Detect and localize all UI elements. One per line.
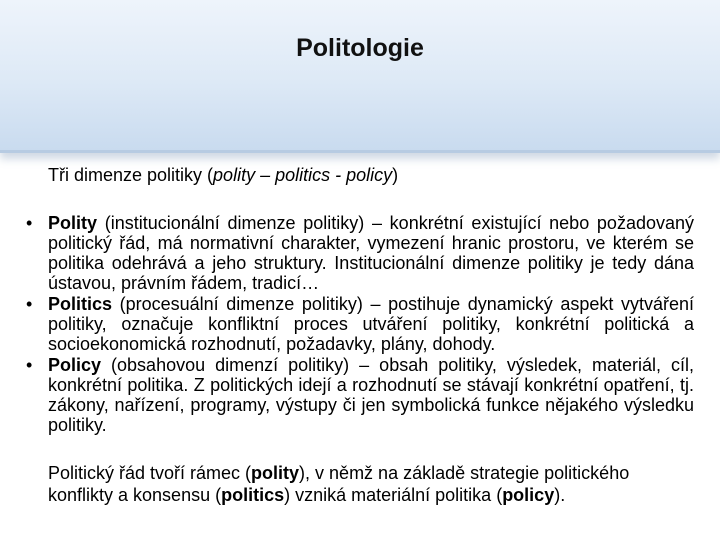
title-banner bbox=[0, 0, 720, 153]
bullet-icon: • bbox=[26, 294, 33, 314]
closing-text-3: ) vzniká materiální politika ( bbox=[284, 485, 503, 505]
closing-term-policy: policy bbox=[502, 485, 555, 505]
closing-text-4: ). bbox=[554, 485, 566, 505]
definition-polity: (institucionální dimenze politiky) – konkrétní existující nebo požadovaný politický řád, má normativní charakter, vymezení hranic prostoru, ve kterém se politika odehrává a jeho struktury. Institucionální dimenze politiky je tedy dána ústavou, právním řádem, tradicí… bbox=[48, 213, 694, 293]
closing-paragraph bbox=[48, 462, 698, 506]
bullet-icon: • bbox=[26, 355, 33, 375]
intro-line bbox=[48, 164, 688, 186]
intro-dimensions: polity – politics - policy bbox=[213, 165, 393, 185]
term-polity: Polity bbox=[48, 213, 98, 233]
term-politics: Politics bbox=[48, 294, 113, 314]
intro-close: ) bbox=[392, 165, 399, 185]
definition-policy: (obsahovou dimenzí politiky) – obsah politiky, výsledek, materiál, cíl, konkrétní politika. Z politických idejí a rozhodnutí se stávají konkrétní opatření, tj. zákony, nařízení, programy, výstupy či jen symbolická funkce nějakého výsledku politiky. bbox=[48, 355, 694, 435]
dimension-list bbox=[26, 213, 694, 436]
list-item-policy bbox=[26, 355, 694, 435]
slide-title: Politologie bbox=[296, 34, 424, 62]
bullet-icon: • bbox=[26, 213, 33, 233]
closing-text-1: Politický řád tvoří rámec ( bbox=[48, 463, 252, 483]
term-policy: Policy bbox=[48, 355, 102, 375]
closing-text-2: ), v němž na základě strategie politického konflikty a konsensu ( bbox=[48, 463, 630, 505]
definition-politics: (procesuální dimenze politiky) – postihuje dynamický aspekt vytváření politiky, označuje konfliktní proces utváření politiky, konkrétní politická a socioekonomická rozhodnutí, požadavky, plány, dohody. bbox=[48, 294, 694, 354]
intro-text: Tři dimenze politiky ( bbox=[48, 165, 214, 185]
list-item-politics bbox=[26, 294, 694, 354]
closing-term-politics: politics bbox=[221, 485, 285, 505]
closing-term-polity: polity bbox=[251, 463, 300, 483]
list-item-polity bbox=[26, 213, 694, 293]
